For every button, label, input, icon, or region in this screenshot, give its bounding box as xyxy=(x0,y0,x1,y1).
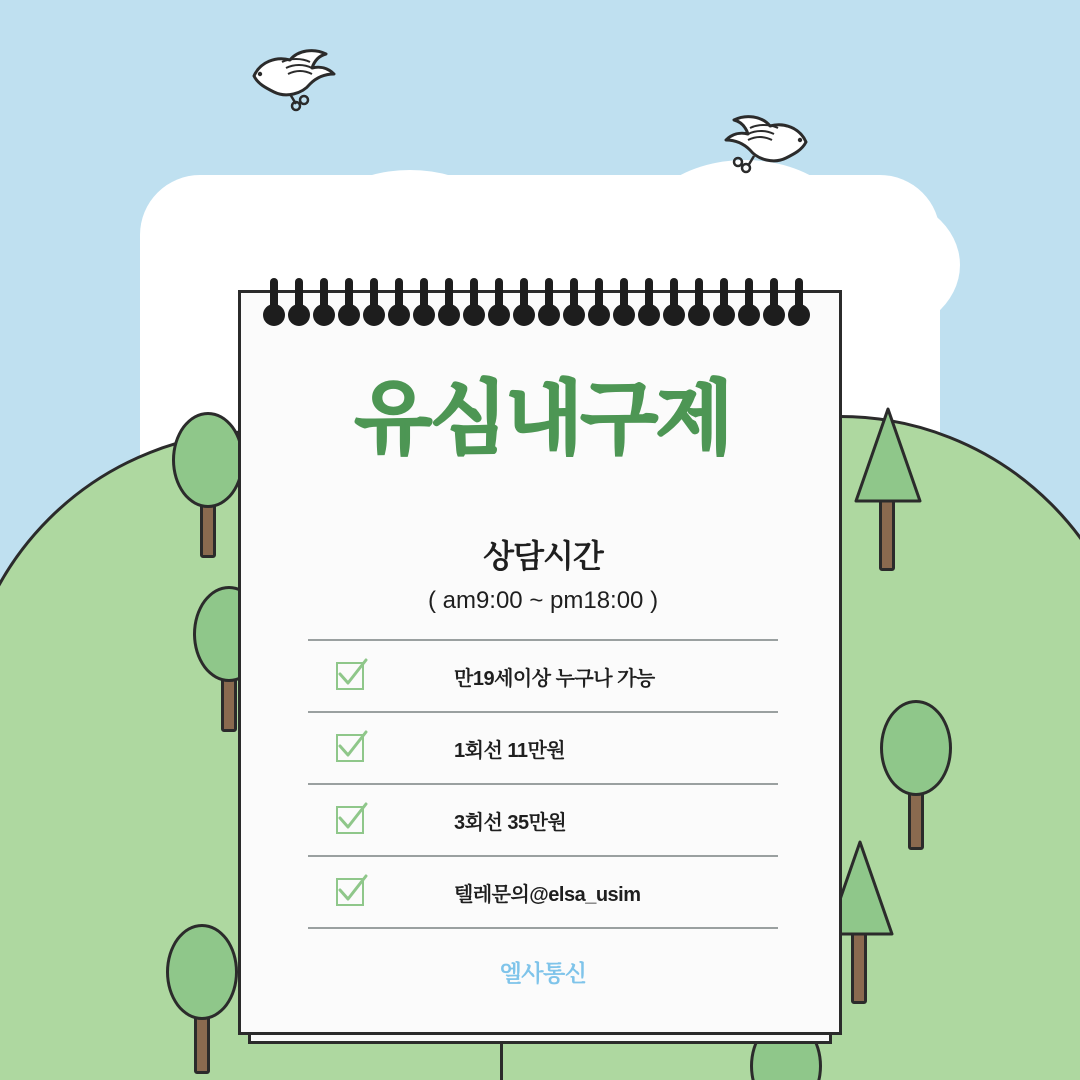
spiral-ring-tip xyxy=(513,304,535,326)
spiral-ring-tip xyxy=(788,304,810,326)
spiral-ring-tip xyxy=(538,304,560,326)
list-item xyxy=(308,641,778,713)
spiral-ring-tip xyxy=(738,304,760,326)
spiral-ring-tip xyxy=(588,304,610,326)
spiral-ring-tip xyxy=(713,304,735,326)
check-icon xyxy=(336,806,364,834)
pine-top xyxy=(850,405,926,505)
spiral-ring-tip xyxy=(463,304,485,326)
spiral-ring-tip xyxy=(338,304,360,326)
check-icon xyxy=(336,878,364,906)
list-item-label: 텔레문의@elsa_usim xyxy=(454,883,641,906)
check-icon xyxy=(336,662,364,690)
spiral-ring-tip xyxy=(563,304,585,326)
brand-name: 엘사통신 xyxy=(499,960,587,986)
list-item-label: 만19세이상 누구나 가능 xyxy=(454,667,655,690)
page-title: 유심내구제 xyxy=(354,374,732,463)
spiral-ring-tip xyxy=(438,304,460,326)
checklist xyxy=(308,639,778,929)
spiral-ring-tip xyxy=(688,304,710,326)
list-item-label: 1회선 11만원 xyxy=(454,739,566,762)
dove-icon xyxy=(718,110,814,187)
spiral-ring-tip xyxy=(413,304,435,326)
spiral-ring-tip xyxy=(263,304,285,326)
dove-icon xyxy=(246,42,338,117)
spiral-ring-tip xyxy=(763,304,785,326)
list-item xyxy=(308,857,778,929)
list-item xyxy=(308,785,778,857)
consult-hours-heading: 상담시간 xyxy=(483,538,603,574)
spiral-ring-tip xyxy=(288,304,310,326)
list-item-label: 3회선 35만원 xyxy=(454,811,567,834)
notepad xyxy=(238,290,842,1035)
spiral-ring-tip xyxy=(663,304,685,326)
check-icon xyxy=(336,734,364,762)
list-item xyxy=(308,713,778,785)
spiral-ring-tip xyxy=(488,304,510,326)
notepad-spiral xyxy=(238,278,842,328)
spiral-ring-tip xyxy=(363,304,385,326)
consult-hours-value: ( am9:00 ~ pm18:00 ) xyxy=(427,587,659,614)
spiral-ring-tip xyxy=(388,304,410,326)
spiral-ring-tip xyxy=(313,304,335,326)
spiral-ring-tip xyxy=(613,304,635,326)
spiral-ring-tip xyxy=(638,304,660,326)
